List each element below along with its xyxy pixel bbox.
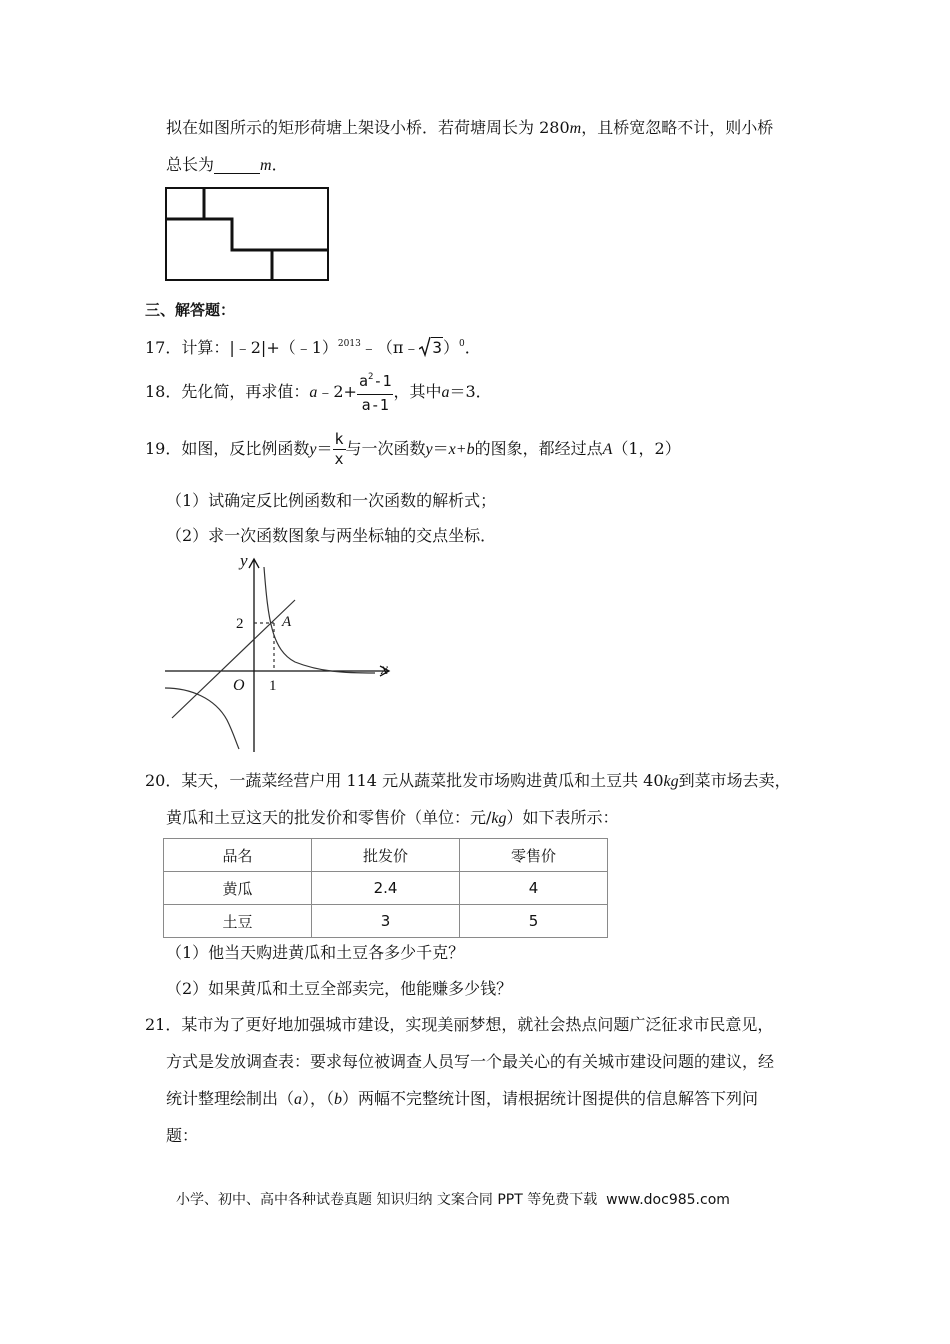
q21-line3-b: ），（	[302, 1089, 335, 1108]
q18-denominator: a-1	[361, 395, 389, 414]
footer-link[interactable]: www.doc985.com	[606, 1192, 730, 1208]
q19-sub1: （1）试确定反比例函数和一次函数的解析式；	[166, 491, 497, 510]
section-heading: 三、解答题：	[145, 301, 236, 319]
table-row	[164, 905, 608, 938]
graph-x-label: x	[381, 661, 389, 678]
q19-y1: y	[309, 441, 317, 458]
q21-line2: 方式是发放调查表：要求每位被调查人员写一个最关心的有关城市建设问题的建议，经	[166, 1052, 775, 1071]
question-19	[145, 428, 681, 472]
q20-sub1: （1）他当天购进黄瓜和土豆各多少千克？	[166, 943, 465, 962]
q17-exponent-0: 0	[459, 339, 465, 349]
q19-point: A	[602, 441, 613, 458]
q18-var-a2: a	[441, 384, 450, 401]
q21-var-b: b	[334, 1091, 343, 1108]
graph-origin-label: O	[233, 677, 245, 694]
function-graph	[160, 550, 400, 755]
q19-sub2: （2）求一次函数图象与两坐标轴的交点坐标．	[166, 526, 497, 545]
q20-line1-a: 20．某天，一蔬菜经营户用 114 元从蔬菜批发市场购进黄瓜和土豆共 40	[145, 771, 664, 790]
q21-line3	[166, 1091, 758, 1108]
q20-unit-kg: kg	[663, 773, 679, 790]
q18-var-a: a	[309, 384, 318, 401]
table-header-row	[164, 839, 608, 872]
q19-eq1: ＝	[316, 439, 333, 458]
q21-var-a: a	[294, 1091, 303, 1108]
q19-mid: 与一次函数	[345, 439, 426, 458]
q17-prefix: 17．计算：|﹣2|+（﹣1）	[145, 338, 338, 357]
table-cell: 3	[312, 905, 460, 938]
q18-minus2: ﹣2+	[317, 382, 357, 401]
q21-line3-a: 统计整理绘制出（	[166, 1089, 295, 1108]
q18-eq: ＝3．	[449, 382, 492, 401]
q16-unit-m2: m	[260, 157, 272, 174]
q20-sub2: （2）如果黄瓜和土豆全部卖完，他能赚多少钱？	[166, 979, 513, 998]
table-row	[164, 872, 608, 905]
q19-xb: x+b	[448, 441, 475, 458]
q18-num-rest: -1	[373, 371, 392, 390]
q20-line2	[166, 810, 619, 827]
q18-numerator	[357, 372, 394, 395]
table-header-cell: 品名	[164, 839, 312, 872]
q18-prefix: 18．先化简，再求值：	[145, 382, 310, 401]
q20-line2-a: 黄瓜和土豆这天的批发价和零售价（单位：元/	[166, 808, 492, 827]
q17-close: ）	[443, 338, 460, 357]
q21-line4: 题：	[166, 1126, 199, 1145]
q21-line1: 21．某市为了更好地加强城市建设，实现美丽梦想，就社会热点问题广泛征求市民意见，	[145, 1015, 774, 1034]
table-cell: 土豆	[164, 905, 312, 938]
q16-line1-rest: ，且桥宽忽略不计，则小桥	[581, 118, 774, 137]
q17-radicand: 3	[432, 338, 442, 357]
q18-num-base: a	[358, 371, 368, 390]
q20-line2-b: ）如下表所示：	[506, 808, 619, 827]
q19-eq2: ＝	[432, 439, 449, 458]
q16-line1-text: 拟在如图所示的矩形荷塘上架设小桥．若荷塘周长为 280	[166, 118, 570, 137]
q19-y2: y	[425, 441, 433, 458]
q18-fraction	[357, 372, 394, 414]
table-header-cell: 批发价	[312, 839, 460, 872]
question-18	[145, 368, 492, 418]
q16-period: ．	[271, 155, 288, 174]
answer-blank[interactable]	[214, 157, 260, 174]
q20-line1	[145, 773, 791, 790]
table-cell: 5	[460, 905, 608, 938]
q16-line1	[166, 120, 773, 137]
q20-line1-b: 到菜市场去卖，	[678, 771, 791, 790]
price-table	[163, 838, 608, 938]
graph-y-label: y	[240, 551, 248, 570]
graph-point-label: A	[282, 614, 292, 630]
q17-exponent-2013: 2013	[337, 339, 361, 349]
q19-coords: （1，2）	[612, 439, 681, 458]
q19-fraction	[333, 431, 346, 468]
q18-suffix: ，其中	[393, 382, 442, 401]
q19-rest: 的图象，都经过点	[474, 439, 603, 458]
page-footer	[176, 1193, 730, 1207]
q18-num-exp: 2	[368, 371, 374, 382]
q17-mid: ﹣（π﹣	[360, 338, 420, 357]
q19-prefix: 19．如图，反比例函数	[145, 439, 310, 458]
sqrt-symbol	[419, 336, 443, 358]
table-cell: 4	[460, 872, 608, 905]
table-cell: 2.4	[312, 872, 460, 905]
graph-tick-x: 1	[269, 678, 277, 694]
q16-line2-text: 总长为	[166, 155, 215, 174]
q16-unit-m: m	[569, 120, 582, 137]
graph-tick-y: 2	[236, 616, 244, 632]
q20-unit-kg2: kg	[491, 810, 507, 827]
table-header-cell: 零售价	[460, 839, 608, 872]
q21-line3-c: ）两幅不完整统计图，请根据统计图提供的信息解答下列问	[342, 1089, 759, 1108]
q19-frac-den: x	[334, 450, 344, 468]
pond-bridge-diagram	[164, 186, 332, 284]
footer-text: 小学、初中、高中各种试卷真题 知识归纳 文案合同 PPT 等免费下载	[176, 1192, 598, 1208]
q17-end: ．	[464, 338, 481, 357]
q16-line2	[166, 157, 288, 174]
q19-frac-num: k	[334, 430, 344, 448]
table-cell: 黄瓜	[164, 872, 312, 905]
question-17	[145, 336, 481, 358]
